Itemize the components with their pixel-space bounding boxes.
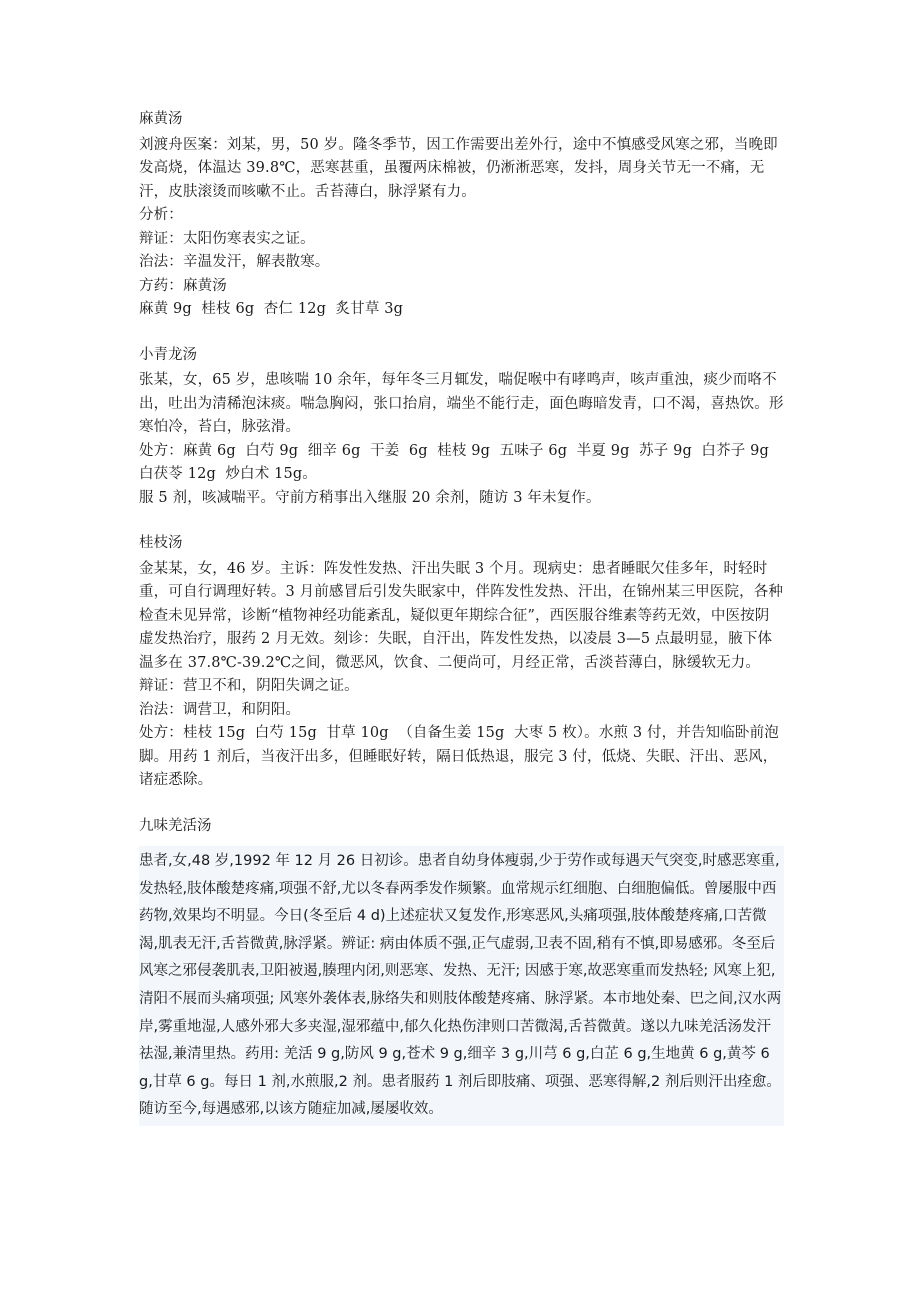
formula-line: 方药：麻黄汤 (139, 277, 227, 294)
diagnosis-line: 辩证：太阳伤寒表实之证。 (139, 230, 315, 247)
prescription-line: 处方：桂枝 15g 白芍 15g 甘草 10g （自备生姜 15g 大枣 5 枚）。水煎 3 付，并告知临卧前泡脚。用药 1 剂后，当夜汗出多，但睡眠好转，隔日低热退，服完 3 付，低烧、失眠、汗出、恶风，诸症悉除。 (139, 725, 779, 788)
case-report-shaded: 患者,女,48 岁,1992 年 12 月 26 日初诊。患者自幼身体瘦弱,少于劳作或每遇天气突变,时感恶寒重,发热轻,肢体酸楚疼痛,项强不舒,尤以冬春两季发作频繁。血常规示红细胞、白细胞偏低。曾屡服中西药物,效果均不明显。今日(冬至后 4 d)上述症状又复发作,形寒恶风,头痛项强,肢体酸楚疼痛,口苦微渴,肌表无汗,舌苔微黄,脉浮紧。辨证: 病由体质不强,正气虚弱,卫表不固,稍有不慎,即易感邪。冬至后风寒之邪侵袭肌表,卫阳被遏,腠理内闭,则恶寒、发热、无汗; 因感于寒,故恶寒重而发热轻; 风寒上犯,清阳不展而头痛项强; 风寒外袭体表,脉络失和则肢体酸楚疼痛、脉浮紧。本市地处秦、巴之间,汉水两岸,雾重地湿,人感外邪大多夹湿,湿邪蕴中,郁久化热伤津则口苦微渴,舌苔微黄。遂以九味羌活汤发汗祛湿,兼清里热。药用: 羌活 9 g,防风 9 g,苍术 9 g,细辛 3 g,川芎 6 g,白芷 6 g,生地黄 6 g,黄芩 6 g,甘草 6 g。每日 1 剂,水煎服,2 剂。患者服药 1 剂后即肢痛、项强、恶寒得解,2 剂后则汗出痊愈。随访至今,每遇感邪,以该方随症加减,屡屡收效。 (139, 846, 784, 1126)
section-title: 小青龙汤 (139, 346, 197, 363)
diagnosis-line: 辩证：营卫不和，阴阳失调之证。 (139, 678, 359, 694)
treatment-line: 治法：调营卫，和阴阳。 (139, 701, 301, 718)
section-title: 九味羌活汤 (139, 817, 212, 834)
case-description: 刘渡舟医案：刘某，男，50 岁。隆冬季节，因工作需要出差外行，途中不慎感受风寒之邪，当晚即发高烧，体温达 39.8℃，恶寒甚重，虽覆两床棉被，仍淅淅恶寒，发抖，周身关节无一不痛，无汗，皮肤滚烫而咳嗽不止。舌苔薄白，脉浮紧有力。 (139, 136, 778, 200)
section-title: 麻黄汤 (139, 111, 183, 127)
case-description: 金某某，女，46 岁。主诉：阵发性发热、汗出失眠 3 个月。现病史：患者睡眠欠佳多年，时轻时重，可自行调理好转。3 月前感冒后引发失眠家中，伴阵发性发热、汗出，在锦州某三甲医院，各种检查未见异常，诊断“植物神经功能紊乱，疑似更年期综合征”，西医服谷维素等药无效，中医按阴虚发热治疗，服药 2 月无效。刻诊：失眠，自汗出，阵发性发热，以凌晨 3—5 点最明显，腋下体温多在 37.8℃-39.2℃之间，微恶风，饮食、二便尚可，月经正常，舌淡苔薄白，脉缓软无力。 (139, 560, 784, 671)
ingredients-line: 麻黄 9g 桂枝 6g 杏仁 12g 炙甘草 3g (139, 301, 404, 317)
prescription-line: 处方：麻黄 6g 白芍 9g 细辛 6g 干姜 6g 桂枝 9g 五味子 6g 半夏 9g 苏子 9g 白芥子 9g 白茯苓 12g 炒白术 15g。 (139, 442, 779, 482)
section-title: 桂枝汤 (139, 535, 183, 551)
section-mahuang-tang (139, 108, 784, 322)
case-description: 张某，女，65 岁，患咳喘 10 余年，每年冬三月辄发，喘促喉中有哮鸣声，咳声重浊，痰少而咯不出，吐出为清稀泡沫痰。喘急胸闷，张口抬肩，端坐不能行走，面色晦暗发青，口不渴，喜热饮。形寒怕冷，苔白，脉弦滑。 (139, 372, 784, 435)
analysis-label: 分析： (139, 207, 183, 223)
document-body (139, 108, 784, 1148)
treatment-line: 治法：辛温发汗，解表散寒。 (139, 254, 330, 270)
section-xiaoqinglong-tang (139, 344, 784, 511)
section-jiuwei-qianghuo-tang (139, 815, 784, 1126)
section-guizhi-tang (139, 532, 784, 793)
outcome-line: 服 5 剂，咳减喘平。守前方稍事出入继服 20 余剂，随访 3 年未复作。 (139, 489, 601, 506)
